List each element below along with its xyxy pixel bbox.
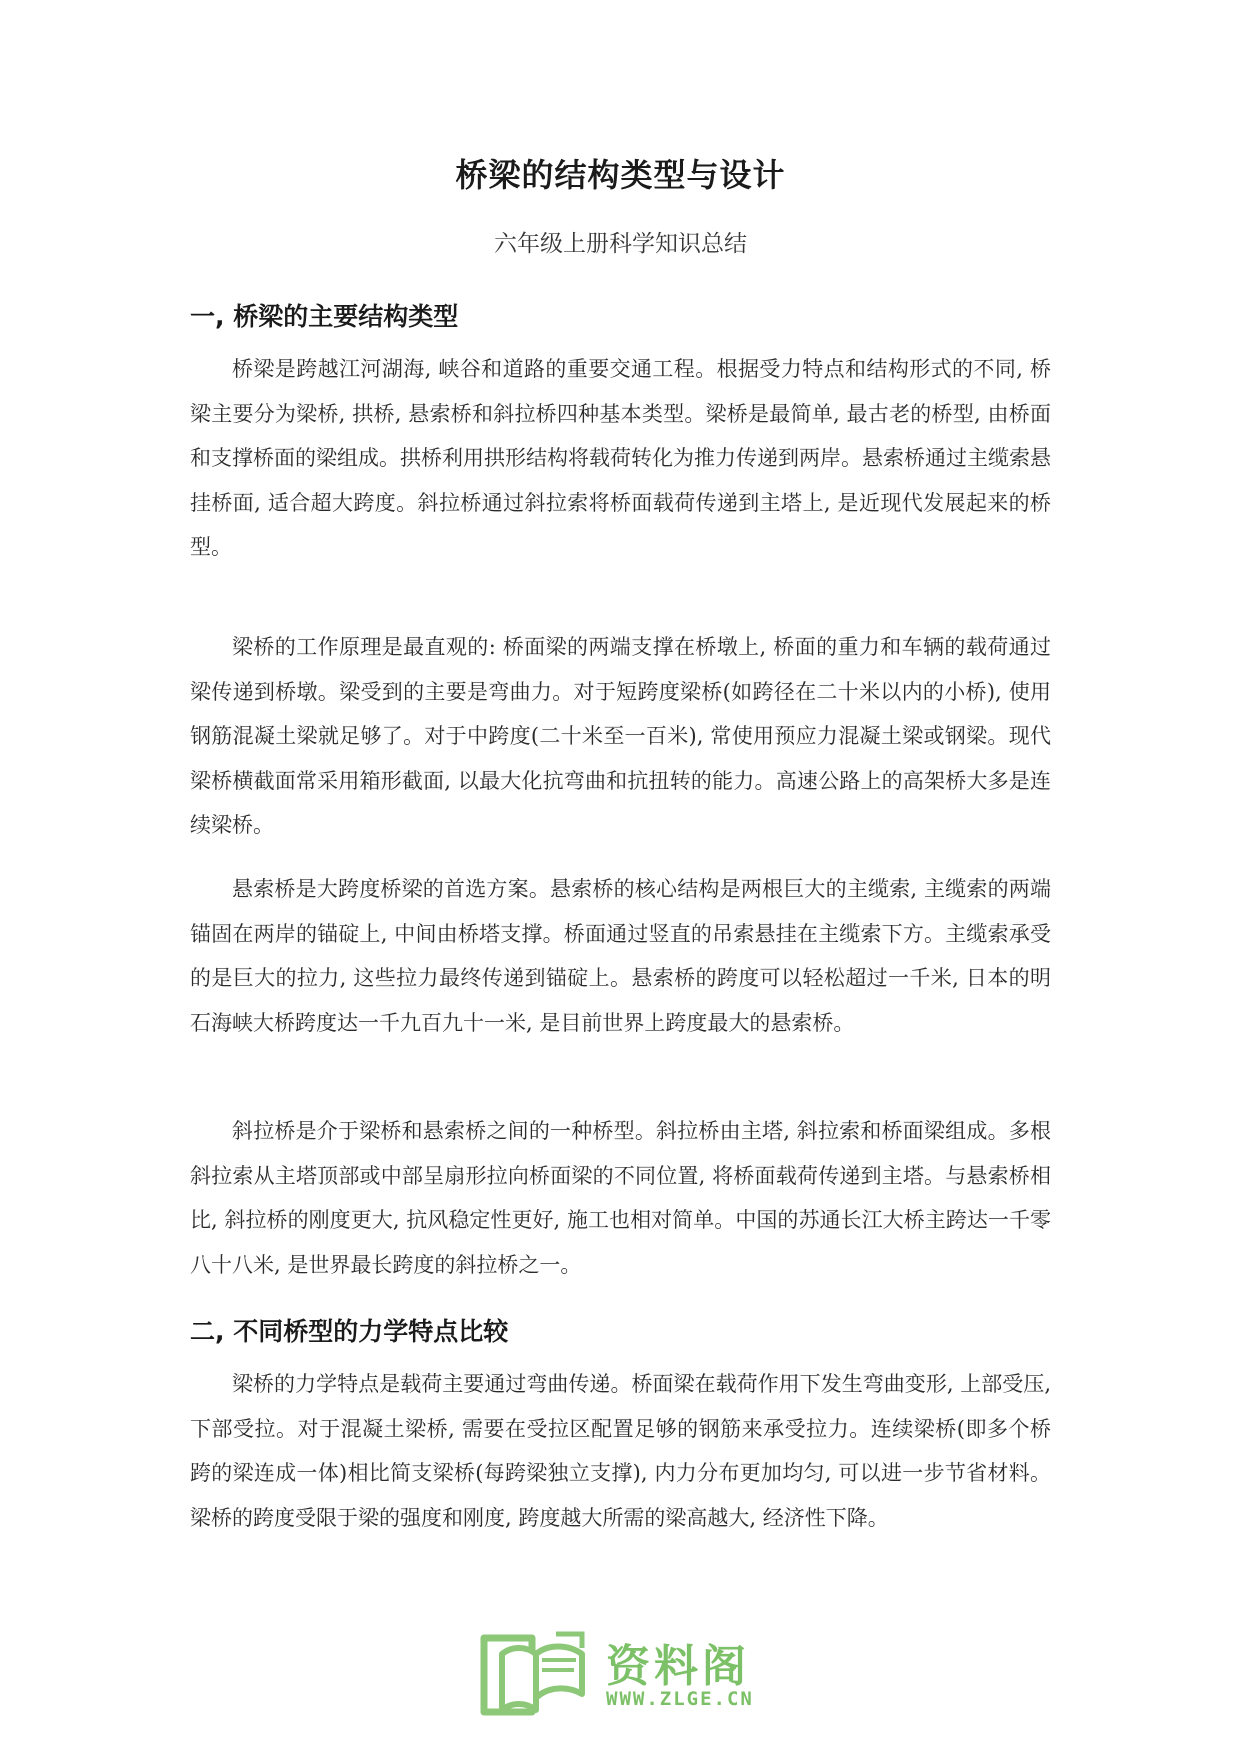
watermark-name: 资料阁: [606, 1641, 750, 1692]
section-heading-1: 一, 桥梁的主要结构类型: [190, 302, 459, 331]
section-heading-2: 二, 不同桥型的力学特点比较: [190, 1317, 509, 1346]
watermark-url: WWW.ZLGE.CN: [606, 1688, 754, 1710]
open-book-icon: [478, 1624, 598, 1720]
paragraph: 梁桥的力学特点是载荷主要通过弯曲传递。桥面梁在载荷作用下发生弯曲变形, 上部受压, 下部受拉。对于混凝土梁桥, 需要在受拉区配置足够的钢筋来承受拉力。连续梁桥(即多个桥跨的梁连成一体)相比简支梁桥(每跨梁独立支撑), 内力分布更加均匀, 可以进一步节省材料。梁桥的跨度受限于梁的强度和刚度, 跨度越大所需的梁高越大, 经济性下降。: [190, 1372, 1051, 1530]
paragraph: 桥梁是跨越江河湖海, 峡谷和道路的重要交通工程。根据受力特点和结构形式的不同, 桥梁主要分为梁桥, 拱桥, 悬索桥和斜拉桥四种基本类型。梁桥是最简单, 最古老的桥型, 由桥面和支撑桥面的梁组成。拱桥利用拱形结构将载荷转化为推力传递到两岸。悬索桥通过主缆索悬挂桥面, 适合超大跨度。斜拉桥通过斜拉索将桥面载荷传递到主塔上, 是近现代发展起来的桥型。: [190, 357, 1051, 559]
paragraph: 梁桥的工作原理是最直观的: 桥面梁的两端支撑在桥墩上, 桥面的重力和车辆的载荷通过梁传递到桥墩。梁受到的主要是弯曲力。对于短跨度梁桥(如跨径在二十米以内的小桥), 使用钢筋混凝土梁就足够了。对于中跨度(二十米至一百米), 常使用预应力混凝土梁或钢梁。现代梁桥横截面常采用箱形截面, 以最大化抗弯曲和抗扭转的能力。高速公路上的高架桥大多是连续梁桥。: [190, 635, 1051, 837]
page-title: 桥梁的结构类型与设计: [455, 156, 786, 194]
page-subtitle: 六年级上册科学知识总结: [494, 231, 747, 257]
paragraph: 斜拉桥是介于梁桥和悬索桥之间的一种桥型。斜拉桥由主塔, 斜拉索和桥面梁组成。多根斜拉索从主塔顶部或中部呈扇形拉向桥面梁的不同位置, 将桥面载荷传递到主塔。与悬索桥相比, 斜拉桥的刚度更大, 抗风稳定性更好, 施工也相对简单。中国的苏通长江大桥主跨达一千零八十八米, 是世界最长跨度的斜拉桥之一。: [190, 1119, 1051, 1277]
watermark: [478, 1624, 778, 1724]
paragraph: 悬索桥是大跨度桥梁的首选方案。悬索桥的核心结构是两根巨大的主缆索, 主缆索的两端锚固在两岸的锚碇上, 中间由桥塔支撑。桥面通过竖直的吊索悬挂在主缆索下方。主缆索承受的是巨大的拉力, 这些拉力最终传递到锚碇上。悬索桥的跨度可以轻松超过一千米, 日本的明石海峡大桥跨度达一千九百九十一米, 是目前世界上跨度最大的悬索桥。: [190, 877, 1051, 1035]
